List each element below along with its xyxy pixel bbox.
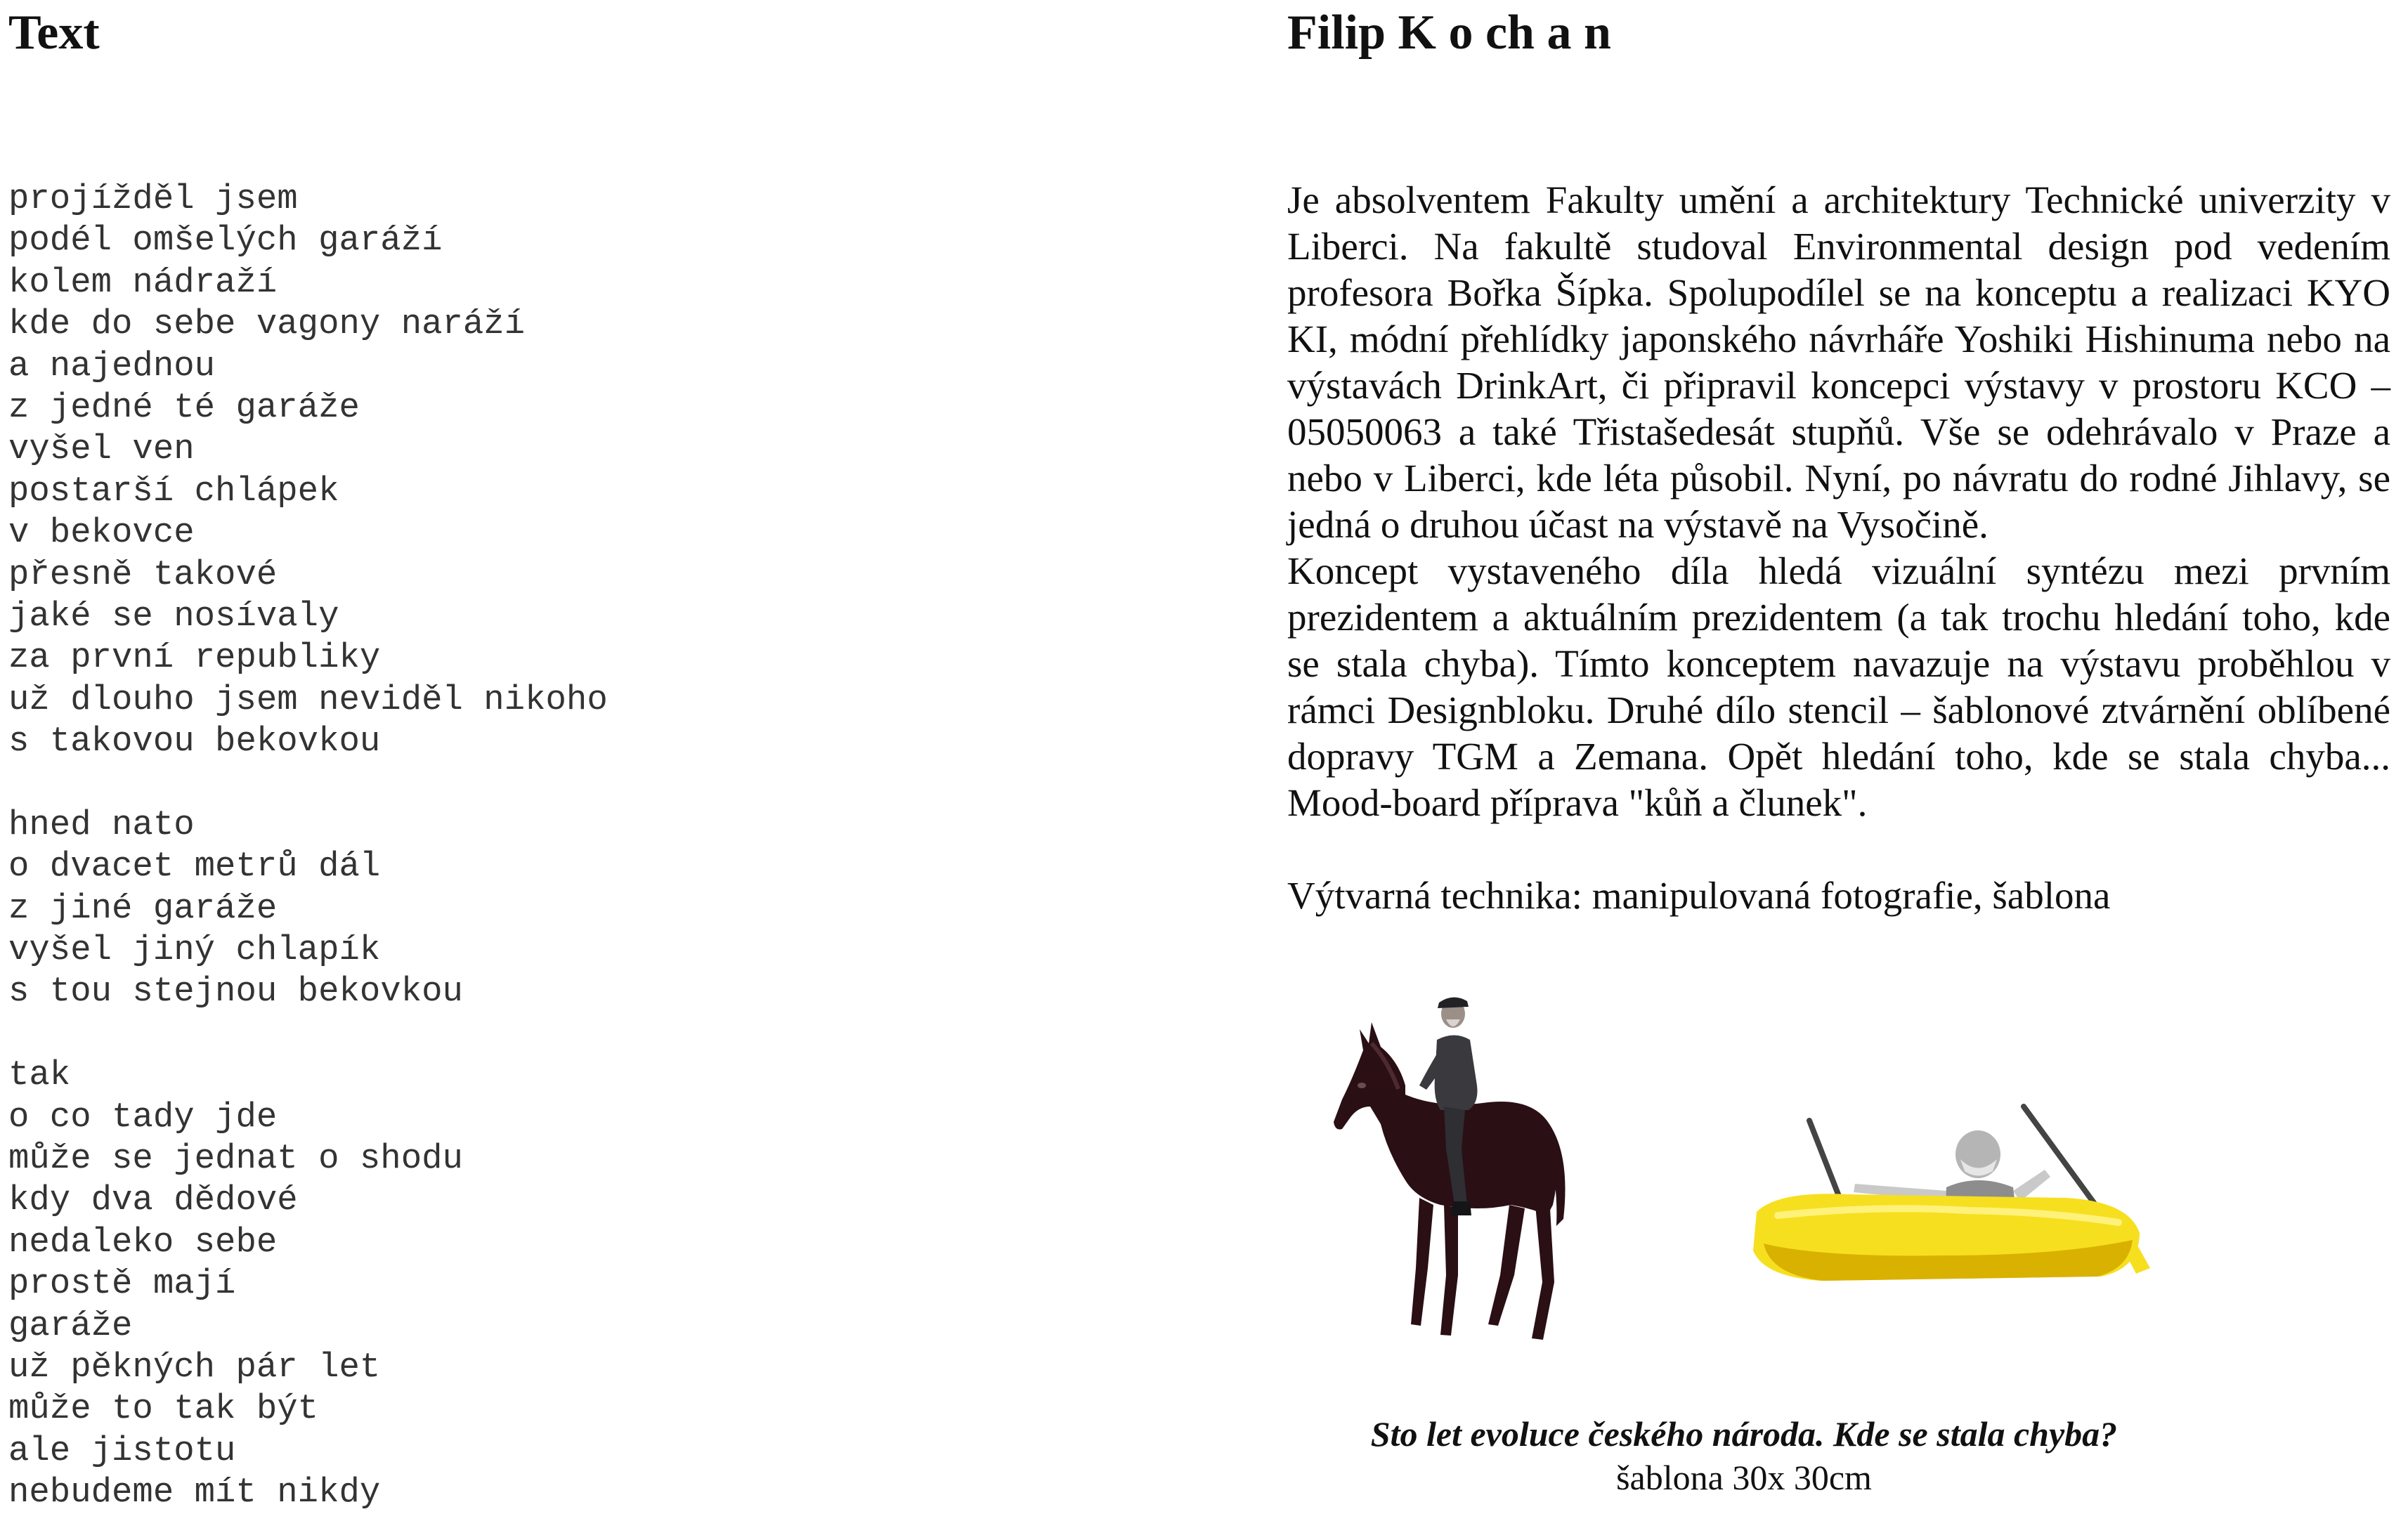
poem-line: už pěkných pár let (8, 1347, 381, 1387)
poem-line: hned nato (8, 804, 195, 844)
poem-line: prostě mají (8, 1264, 236, 1304)
poem-line: z jiné garáže (8, 888, 278, 928)
poem-line: o dvacet metrů dál (8, 847, 381, 887)
oar-left (1809, 1121, 1841, 1201)
rider-cap (1438, 997, 1469, 1008)
artwork-caption (1287, 1412, 2201, 1499)
poem-line: vyšel ven (8, 429, 195, 469)
art-technique: Výtvarná technika: manipulovaná fotografie, šablona (1287, 874, 2111, 917)
horse-leg (1411, 1198, 1433, 1326)
horse-leg (1440, 1205, 1458, 1336)
poem-line: v bekovce (8, 513, 195, 553)
poem-line: přesně takové (8, 554, 278, 594)
boat-rower-artwork (1736, 1092, 2171, 1303)
poem-line: za první republiky (8, 638, 381, 678)
poem-line: už dlouho jsem neviděl nikoho (8, 679, 608, 719)
poem-stanza-2 (8, 804, 1203, 1013)
left-column-title: Text (8, 6, 100, 60)
poem-line: může se jednat o shodu (8, 1138, 463, 1178)
bio-paragraph: Koncept vystaveného díla hledá vizuální syntézu mezi prvním prezidentem a aktuálním prezidentem (a tak trochu hledání toho, kde se stala chyba). Tímto konceptem navazuje na výstavu proběhlou v rámci Designbloku. Druhé dílo stencil – šablonové ztvárnění oblíbené dopravy TGM a Zemana. Opět hledání toho, kde se stala chyba... Mood-board příprava "kůň a člunek". (1287, 549, 2390, 824)
poem-line: kdy dva dědové (8, 1180, 298, 1220)
poem-line: a najednou (8, 346, 216, 386)
poem-line: z jedné té garáže (8, 387, 360, 427)
horse-leg (1488, 1205, 1525, 1326)
poem-stanza-1 (8, 178, 1203, 762)
bio-paragraph: Je absolventem Fakulty umění a architektury Technické univerzity v Liberci. Na fakultě studoval Environmental design pod vedením profesora Bořka Šípka. Spolupodílel se na konceptu a realizaci KYO KI, módní přehlídky japonského návrháře Yoshiki Hishinuma nebo na výstavách DrinkArt, či připravil koncepci výstavy v prostoru KCO – 05050063 a také Třistašedesát stupňů. Vše se odehrávalo v Praze a nebo v Liberci, kde léta působil. Nyní, po návratu do rodné Jihlavy, se jedná o druhou účast na výstavě na Vysočině. (1287, 178, 2390, 546)
poem-line: nebudeme mít nikdy (8, 1473, 381, 1513)
poem-line: kolem nádraží (8, 262, 278, 302)
poem-line: tak (8, 1055, 71, 1095)
poem-line: může to tak být (8, 1389, 319, 1429)
horse-head (1334, 1022, 1405, 1180)
artwork-medium: šablona 30x 30cm (1616, 1458, 1872, 1497)
poem-line: projížděl jsem (8, 179, 298, 218)
horse-rider-artwork (1321, 973, 1574, 1366)
poem-line: jaké se nosívaly (8, 596, 339, 636)
poem-line: s takovou bekovkou (8, 722, 381, 762)
poem-stanza-3 (8, 1055, 1203, 1513)
poem-line: nedaleko sebe (8, 1222, 278, 1262)
poem-line: ale jistotu (8, 1430, 236, 1470)
poem-line: kde do sebe vagony naráží (8, 304, 526, 344)
poem-line: s tou stejnou bekovkou (8, 972, 463, 1012)
author-name-title: Filip K o ch a n (1287, 6, 1611, 60)
poem-line: postarší chlápek (8, 471, 339, 511)
poem-line: podél omšelých garáží (8, 221, 443, 261)
poem-line: vyšel jiný chlapík (8, 930, 381, 970)
rider-coat (1435, 1036, 1478, 1111)
horse-leg (1532, 1205, 1554, 1340)
poem-line: o co tady jde (8, 1097, 278, 1137)
poem-line: garáže (8, 1305, 133, 1345)
artwork-title: Sto let evoluce českého národa. Kde se stala chyba? (1370, 1414, 2118, 1454)
author-bio (1287, 177, 2390, 919)
poem (8, 178, 1203, 1514)
